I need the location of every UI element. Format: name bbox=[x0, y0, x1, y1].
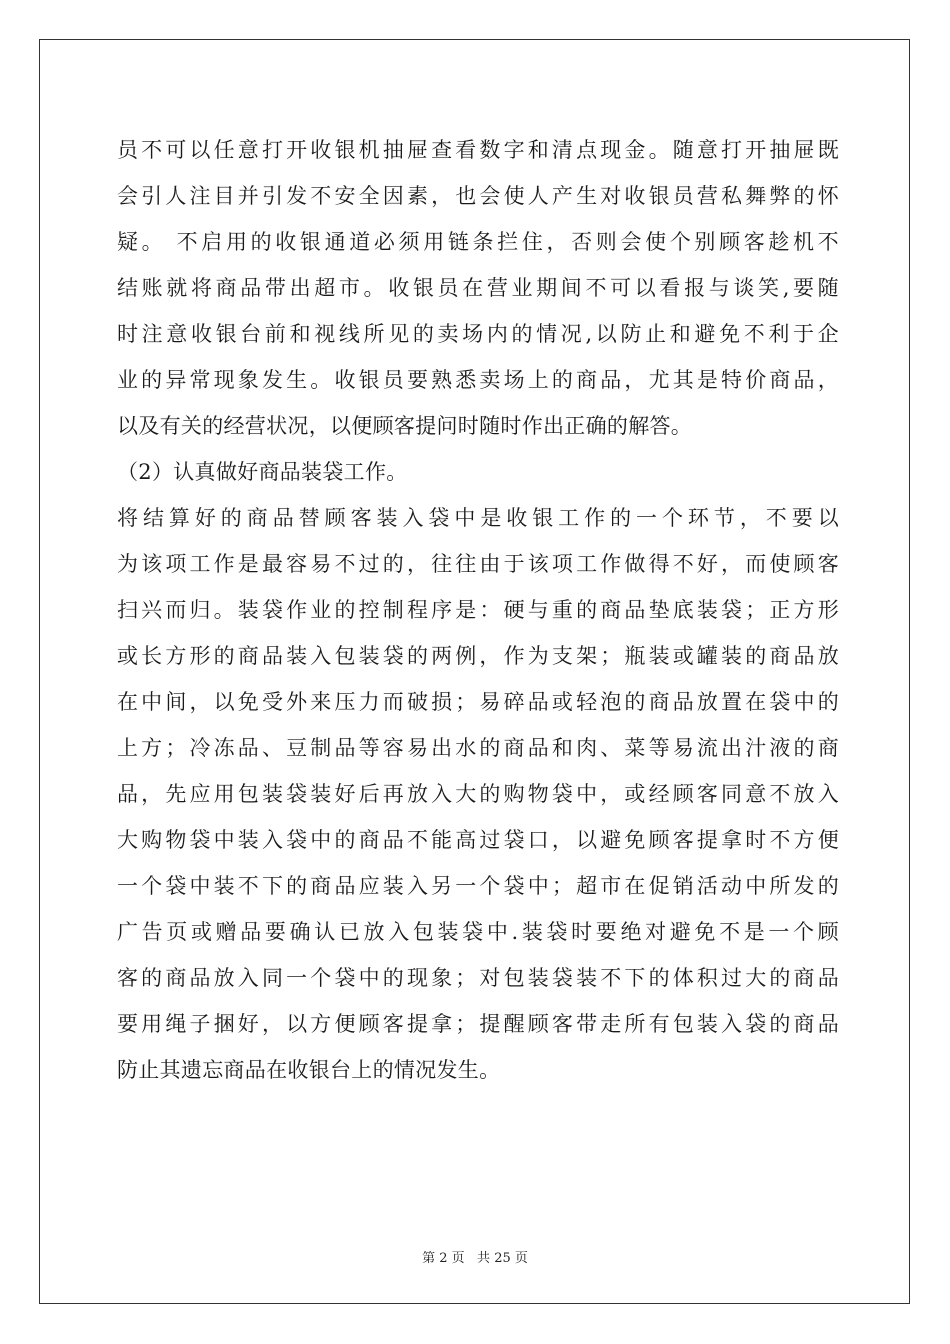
text-line: 要用绳子捆好，以方便顾客提拿；提醒顾客带走所有包装入袋的商品 bbox=[117, 1012, 839, 1036]
text-line: 扫兴而归。装袋作业的控制程序是：硬与重的商品垫底装袋；正方形 bbox=[117, 598, 839, 622]
text-line: 员不可以任意打开收银机抽屉查看数字和清点现金。随意打开抽屉既 bbox=[117, 138, 839, 162]
text-line: 大购物袋中装入袋中的商品不能高过袋口，以避免顾客提拿时不方便 bbox=[117, 828, 839, 852]
text-line: 会引人注目并引发不安全因素，也会使人产生对收银员营私舞弊的怀 bbox=[117, 184, 839, 208]
text-line: 上方；冷冻品、豆制品等容易出水的商品和肉、菜等易流出汁液的商 bbox=[117, 736, 839, 760]
text-line: 将结算好的商品替顾客装入袋中是收银工作的一个环节，不要以 bbox=[117, 506, 839, 530]
text-line: 疑。 不启用的收银通道必须用链条拦住，否则会使个别顾客趁机不 bbox=[117, 230, 839, 254]
text-line: 业的异常现象发生。收银员要熟悉卖场上的商品，尤其是特价商品， bbox=[117, 368, 839, 392]
text-line: 防止其遗忘商品在收银台上的情况发生。 bbox=[117, 1058, 501, 1082]
text-line: 在中间，以免受外来压力而破损；易碎品或轻泡的商品放置在袋中的 bbox=[117, 690, 839, 714]
text-line: 时注意收银台前和视线所见的卖场内的情况,以防止和避免不利于企 bbox=[117, 322, 839, 346]
text-line: 结账就将商品带出超市。收银员在营业期间不可以看报与谈笑,要随 bbox=[117, 276, 839, 300]
document-body bbox=[117, 127, 839, 1093]
text-line: （2）认真做好商品装袋工作。 bbox=[117, 460, 408, 484]
text-line: 客的商品放入同一个袋中的现象；对包装袋装不下的体积过大的商品 bbox=[117, 966, 839, 990]
text-line: 广告页或赠品要确认已放入包装袋中.装袋时要绝对避免不是一个顾 bbox=[117, 920, 839, 944]
text-line: 以及有关的经营状况，以便顾客提问时随时作出正确的解答。 bbox=[117, 414, 693, 438]
text-line: 或长方形的商品装入包装袋的两例，作为支架；瓶装或罐装的商品放 bbox=[117, 644, 839, 668]
text-line: 品，先应用包装袋装好后再放入大的购物袋中，或经顾客同意不放入 bbox=[117, 782, 839, 806]
text-line: 一个袋中装不下的商品应装入另一个袋中；超市在促销活动中所发的 bbox=[117, 874, 839, 898]
page-footer: 第 2 页 共 25 页 bbox=[422, 1251, 528, 1266]
text-line: 为该项工作是最容易不过的，往往由于该项工作做得不好，而使顾客 bbox=[117, 552, 839, 576]
